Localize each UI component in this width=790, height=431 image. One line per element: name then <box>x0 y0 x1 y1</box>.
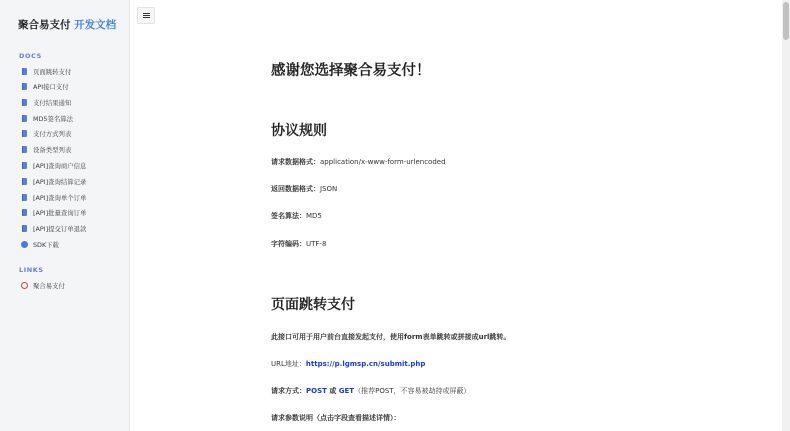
brand-title[interactable] <box>18 17 116 32</box>
protocol-heading: 协议规则 <box>271 123 327 139</box>
sidebar-item-settlement[interactable] <box>20 175 86 187</box>
menu-toggle-button[interactable] <box>137 7 155 24</box>
redirect-pay-url <box>271 359 425 369</box>
description-text: 此接口可用于用户前台直接发起支付，使用form表单跳转或拼接成url跳转。 <box>271 333 511 341</box>
sidebar <box>0 0 130 431</box>
sidebar-item-label: 聚合易支付 <box>33 281 65 290</box>
book-icon <box>20 114 28 122</box>
row-label: 签名算法： <box>271 212 306 220</box>
method-post: POST <box>306 387 327 395</box>
brand-main: 聚合易支付 <box>18 19 71 31</box>
sidebar-item-label: [API]批量查询订单 <box>33 208 87 217</box>
protocol-row-response-format <box>271 184 337 194</box>
book-icon <box>20 161 28 169</box>
sidebar-link-home[interactable] <box>20 279 65 291</box>
sidebar-item-label: 页面跳转支付 <box>33 67 72 76</box>
sidebar-item-md5[interactable] <box>20 112 73 124</box>
sidebar-item-single-order[interactable] <box>20 191 86 203</box>
sidebar-item-refund[interactable] <box>20 222 86 234</box>
row-label: 字符编码： <box>271 240 306 248</box>
sidebar-item-label: 支付结果通知 <box>33 98 72 107</box>
protocol-row-charset <box>271 239 326 249</box>
sidebar-item-sdk-download[interactable] <box>20 238 59 250</box>
row-value: UTF-8 <box>306 240 327 248</box>
vertical-scrollbar[interactable] <box>782 0 790 431</box>
docs-section-title: DOCS <box>19 52 42 60</box>
sidebar-item-device-types[interactable] <box>20 143 71 155</box>
sidebar-item-pay-types[interactable] <box>20 127 71 139</box>
method-label: 请求方式： <box>271 387 306 395</box>
sidebar-item-label: SDK下载 <box>33 240 59 249</box>
download-icon <box>20 240 28 248</box>
sidebar-item-notify[interactable] <box>20 96 71 108</box>
globe-icon <box>20 281 28 289</box>
redirect-pay-method <box>271 386 471 396</box>
protocol-row-sign-algo <box>271 211 322 221</box>
method-or: 或 <box>326 387 339 395</box>
redirect-pay-heading: 页面跳转支付 <box>271 297 355 313</box>
book-icon <box>20 224 28 232</box>
sidebar-item-label: 设备类型列表 <box>33 145 72 154</box>
row-value: application/x-www-form-urlencoded <box>320 158 446 166</box>
protocol-row-request-format <box>271 157 446 167</box>
submit-url-link[interactable]: https://p.lgmsp.cn/submit.php <box>305 360 426 368</box>
row-label: 请求数据格式： <box>271 158 320 166</box>
book-icon <box>20 129 28 137</box>
sidebar-item-api-pay[interactable] <box>20 80 69 92</box>
method-get: GET <box>338 387 355 395</box>
redirect-pay-params-label <box>271 413 401 423</box>
row-label: 返回数据格式： <box>271 185 320 193</box>
sidebar-item-label: 支付方式列表 <box>33 129 72 138</box>
book-icon <box>20 177 28 185</box>
params-label-text: 请求参数说明（点击字段查看描述详情）： <box>271 414 401 422</box>
book-icon <box>20 145 28 153</box>
sidebar-item-label: MD5签名算法 <box>33 114 74 123</box>
sidebar-item-label: [API]查询商户信息 <box>33 161 87 170</box>
url-label: URL地址： <box>271 360 306 368</box>
method-note: （推荐POST，不容易被劫持或屏蔽） <box>354 387 471 395</box>
sidebar-item-redirect-pay[interactable] <box>20 65 71 77</box>
book-icon <box>20 98 28 106</box>
redirect-pay-description <box>271 332 510 342</box>
book-icon <box>20 82 28 90</box>
sidebar-item-batch-orders[interactable] <box>20 206 86 218</box>
page-title: 感谢您选择聚合易支付！ <box>271 63 431 79</box>
scrollbar-thumb[interactable] <box>783 2 789 40</box>
row-value: MD5 <box>306 212 322 220</box>
book-icon <box>20 208 28 216</box>
links-section-title: LINKS <box>19 266 44 274</box>
book-icon <box>20 67 28 75</box>
sidebar-item-label: [API]提交订单退款 <box>33 224 87 233</box>
sidebar-item-label: [API]查询结算记录 <box>33 177 87 186</box>
brand-accent: 开发文档 <box>74 19 117 31</box>
sidebar-item-label: API接口支付 <box>33 82 69 91</box>
hamburger-icon <box>143 13 150 18</box>
sidebar-item-merchant-info[interactable] <box>20 159 86 171</box>
book-icon <box>20 193 28 201</box>
sidebar-item-label: [API]查询单个订单 <box>33 193 87 202</box>
row-value: JSON <box>320 185 338 193</box>
